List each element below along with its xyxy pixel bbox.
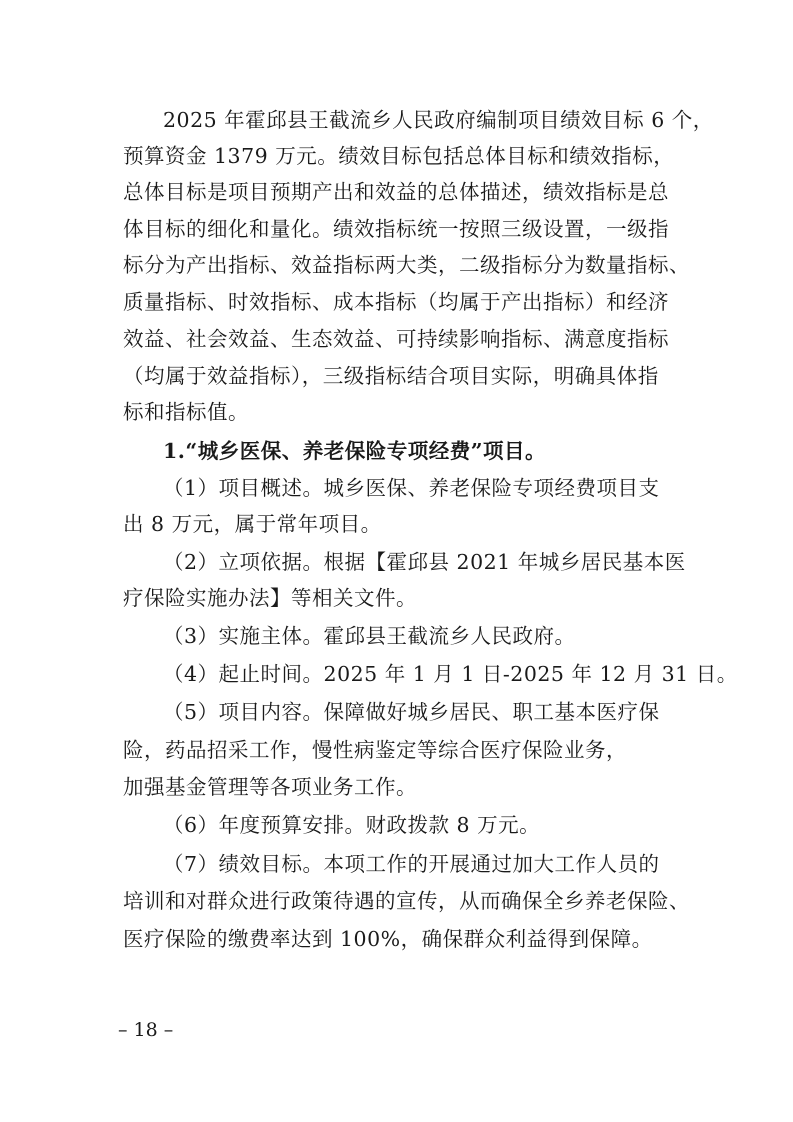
section-heading: 1.“城乡医保、养老保险专项经费”项目。: [163, 439, 546, 463]
body-text-line: 培训和对群众进行政策待遇的宣传，从而确保全乡养老保险、: [123, 889, 690, 913]
body-text-line: （均属于效益指标），三级指标结合项目实际，明确具体指: [123, 364, 659, 388]
body-text-line: （6）年度预算安排。财政拨款 8 万元。: [163, 813, 541, 837]
body-text-line: （2）立项依据。根据【霍邱县 2021 年城乡居民基本医: [163, 550, 686, 574]
body-text-line: 疗保险实施办法】等相关文件。: [123, 586, 417, 610]
body-text-line: （3）实施主体。霍邱县王截流乡人民政府。: [163, 624, 576, 648]
body-text-line: 质量指标、时效指标、成本指标（均属于产出指标）和经济: [123, 290, 669, 314]
page-number: – 18 –: [118, 1019, 174, 1041]
body-text-line: 体目标的细化和量化。绩效指标统一按照三级设置，一级指: [123, 217, 669, 241]
body-text-line: 标和指标值。: [123, 400, 249, 424]
body-text-line: 预算资金 1379 万元。绩效目标包括总体目标和绩效指标，: [123, 144, 675, 168]
body-text-line: （1）项目概述。城乡医保、养老保险专项经费项目支: [163, 476, 660, 500]
body-text-line: 标分为产出指标、效益指标两大类，二级指标分为数量指标、: [123, 253, 690, 277]
body-text-line: 医疗保险的缴费率达到 100%，确保群众利益得到保障。: [123, 927, 653, 951]
body-text-line: 总体目标是项目预期产出和效益的总体描述，绩效指标是总: [123, 180, 669, 204]
body-text-line: 2025 年霍邱县王截流乡人民政府编制项目绩效目标 6 个，: [163, 108, 714, 132]
body-text-line: （5）项目内容。保障做好城乡居民、职工基本医疗保: [163, 700, 660, 724]
body-text-line: 效益、社会效益、生态效益、可持续影响指标、满意度指标: [123, 327, 669, 351]
body-text-line: 险，药品招采工作，慢性病鉴定等综合医疗保险业务，: [123, 738, 627, 762]
body-text-line: （4）起止时间。2025 年 1 月 1 日-2025 年 12 月 31 日。: [163, 662, 738, 686]
body-text-line: 出 8 万元，属于常年项目。: [123, 512, 382, 536]
body-text-line: （7）绩效目标。本项工作的开展通过加大工作人员的: [163, 852, 660, 876]
body-text-line: 加强基金管理等各项业务工作。: [123, 775, 417, 799]
